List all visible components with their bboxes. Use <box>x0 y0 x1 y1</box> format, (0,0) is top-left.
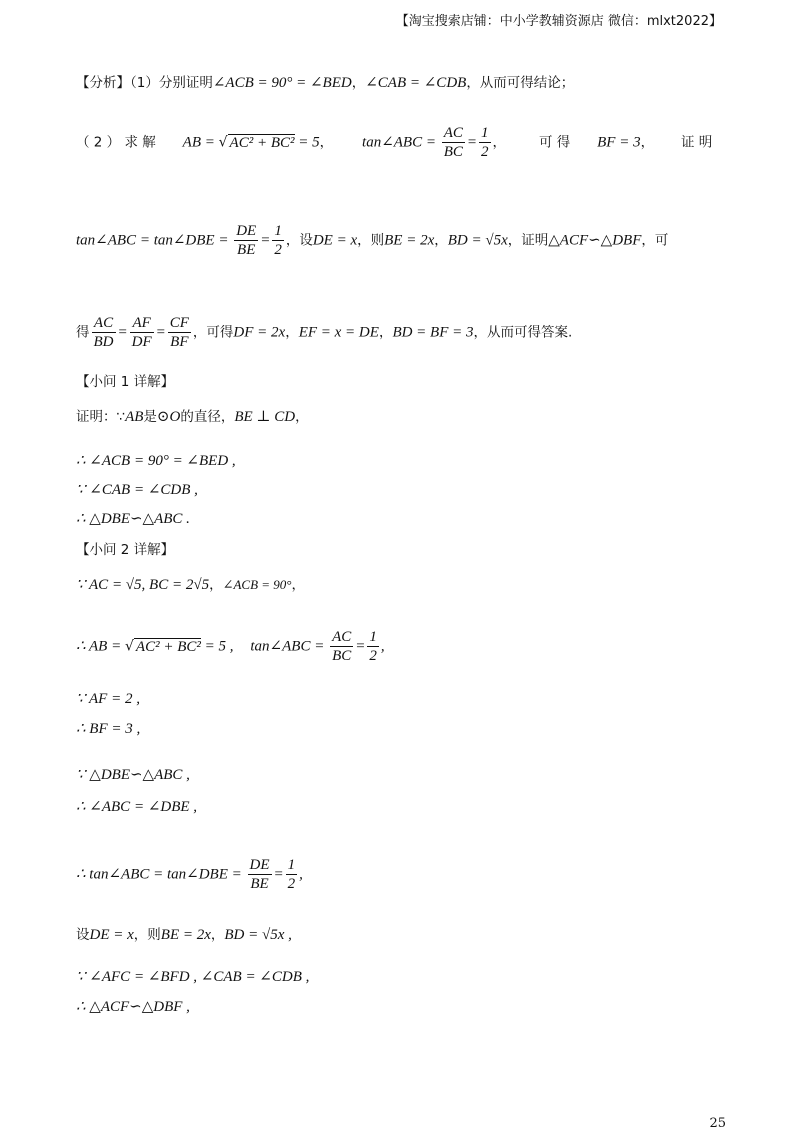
q2-row-2: ∴ AB = √ AC² + BC² = 5 , tan∠ABC = $\frac{AC}{BC}$ = $\frac{1}{2}$ , <box>76 629 385 664</box>
q2-row-6: ∴ ∠ABC = ∠DBE , <box>76 799 198 815</box>
q1-proof-line: 证明：∵AB是⊙O的直径，BE ⊥ CD， <box>76 409 309 425</box>
analysis-line-3: tan∠ABC = tan∠DBE = $\frac{DE}{BE}$ = $\frac{1}{2}$ ，设DE = x，则BE = 2x，BD = √5x，证明△ACF∽△DBF，可 <box>76 223 669 258</box>
q1-title: 【小问 1 详解】 <box>76 374 175 390</box>
q2-row-3: ∵ AF = 2 , <box>76 691 140 707</box>
q1-step-3: ∴ △DBE∽△ABC . <box>76 511 190 527</box>
q2-row-4: ∴ BF = 3 , <box>76 721 141 737</box>
q2-row-7: ∴ tan∠ABC = tan∠DBE = $\frac{DE}{BE}$ = $\frac{1}{2}$ , <box>76 857 303 892</box>
analysis-line-2: （ 2 ） 求 解 AB = √ AC² + BC² = 5， tan∠ABC = $\frac{AC}{BC}$ = $\frac{1}{2}$ ， 可 得 BF = 3， 证 明 <box>76 125 713 160</box>
q2-title: 【小问 2 详解】 <box>76 542 175 558</box>
q2-row-10: ∴ △ACF∽△DBF , <box>76 999 190 1015</box>
q1-step-2: ∵ ∠CAB = ∠CDB , <box>76 482 198 498</box>
analysis-line-4: 得 $\frac{AC}{BD}$ = $\frac{AF}{DF}$ = $\frac{CF}{BF}$ ，可得DF = 2x，EF = x = DE，BD = BF = 3，从而可得答案. <box>76 315 573 350</box>
page-header: 【淘宝搜索店铺：中小学教辅资源店 微信：mlxt2022】 <box>395 14 722 29</box>
q2-row-8: 设DE = x，则BE = 2x，BD = √5x , <box>76 927 292 943</box>
analysis-line-1: 【分析】（1）分别证明∠ACB = 90° = ∠BED，∠CAB = ∠CDB，从而可得结论； <box>76 75 575 91</box>
q2-row-1: ∵ AC = √5, BC = 2√5，∠ACB = 90°， <box>76 577 305 593</box>
q2-row-5: ∵ △DBE∽△ABC , <box>76 767 190 783</box>
page-number: 25 <box>709 1116 726 1131</box>
q1-step-1: ∴ ∠ACB = 90° = ∠BED , <box>76 453 236 469</box>
q2-row-9: ∵ ∠AFC = ∠BFD , ∠CAB = ∠CDB , <box>76 969 310 985</box>
